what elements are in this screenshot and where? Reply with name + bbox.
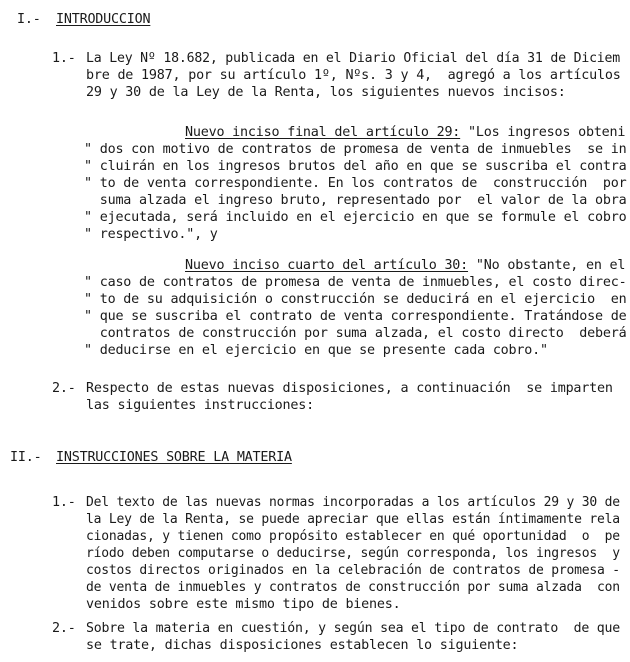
- item-2-1-line: de venta de inmuebles y contratos de construcción por suma alzada con: [86, 580, 620, 595]
- item-2-1-line: la Ley de la Renta, se puede apreciar que ellas están íntimamente rela: [86, 512, 620, 527]
- item-2-1-line: ríodo deben computarse o deducirse, según corresponda, los ingresos y: [86, 546, 620, 561]
- item-1-1-number: 1.-: [52, 51, 76, 66]
- item-1-2-line: Respecto de estas nuevas disposiciones, a continuación se imparten: [86, 381, 613, 396]
- inciso-30-line: " to de su adquisición o construcción se deducirá en el ejercicio en: [84, 292, 627, 307]
- inciso-29-first-rest: "Los ingresos obteni: [460, 125, 626, 140]
- item-1-2-number: 2.-: [52, 381, 76, 396]
- item-2-1-line: costos directos originados en la celebración de contratos de promesa -: [86, 563, 620, 578]
- item-2-2-line: se trate, dichas disposiciones establecen lo siguiente:: [86, 638, 519, 653]
- inciso-30-line: " que se suscriba el contrato de venta correspondiente. Tratándose de: [84, 309, 627, 324]
- inciso-29-title: Nuevo inciso final del artículo 29:: [185, 125, 461, 140]
- item-2-2-line: Sobre la materia en cuestión, y según sea el tipo de contrato de que: [86, 621, 621, 636]
- item-2-1-line: Del texto de las nuevas normas incorporadas a los artículos 29 y 30 de: [86, 495, 620, 510]
- section-2-label: II.-: [10, 450, 42, 465]
- inciso-30-line: contratos de construcción por suma alzada, el costo directo deberá: [84, 326, 627, 341]
- item-1-1-line: bre de 1987, por su artículo 1º, Nºs. 3 y 4, agregó a los artículos: [86, 68, 621, 83]
- inciso-29-line: suma alzada el ingreso bruto, representado por el valor de la obra: [84, 193, 627, 208]
- inciso-29-first-line: [185, 124, 625, 141]
- section-1-label: I.-: [17, 12, 41, 27]
- section-2-heading: INSTRUCCIONES SOBRE LA MATERIA: [56, 450, 292, 465]
- inciso-29-line: " cluirán en los ingresos brutos del año en que se suscriba el contra: [84, 159, 627, 174]
- item-1-1-line: La Ley Nº 18.682, publicada en el Diario Oficial del día 31 de Diciem: [86, 51, 621, 66]
- inciso-30-line: " deducirse en el ejercicio en que se presente cada cobro.": [84, 343, 548, 358]
- inciso-30-first-rest: "No obstante, en el: [468, 258, 626, 273]
- inciso-30-first-line: [185, 257, 625, 274]
- section-1-heading: INTRODUCCION: [56, 12, 151, 27]
- item-2-1-number: 1.-: [52, 495, 76, 510]
- item-2-2-number: 2.-: [52, 621, 76, 636]
- inciso-30-title: Nuevo inciso cuarto del artículo 30:: [185, 258, 469, 273]
- item-2-1-line: cionadas, y tienen como propósito establecer en qué oportunidad o pe: [86, 529, 620, 544]
- item-2-1-line: venidos sobre este mismo tipo de bienes.: [86, 597, 401, 612]
- inciso-29-line: " respectivo.", y: [84, 227, 218, 242]
- inciso-29-line: " to de venta correspondiente. En los contratos de construcción por: [84, 176, 627, 191]
- item-1-1-line: 29 y 30 de la Ley de la Renta, los siguientes nuevos incisos:: [86, 85, 566, 100]
- inciso-29-line: " ejecutada, será incluido en el ejercicio en que se formule el cobro: [84, 210, 627, 225]
- inciso-30-line: " caso de contratos de promesa de venta de inmuebles, el costo direc-: [84, 275, 627, 290]
- item-1-2-line: las siguientes instrucciones:: [86, 398, 314, 413]
- inciso-29-line: " dos con motivo de contratos de promesa de venta de inmuebles se in: [84, 142, 627, 157]
